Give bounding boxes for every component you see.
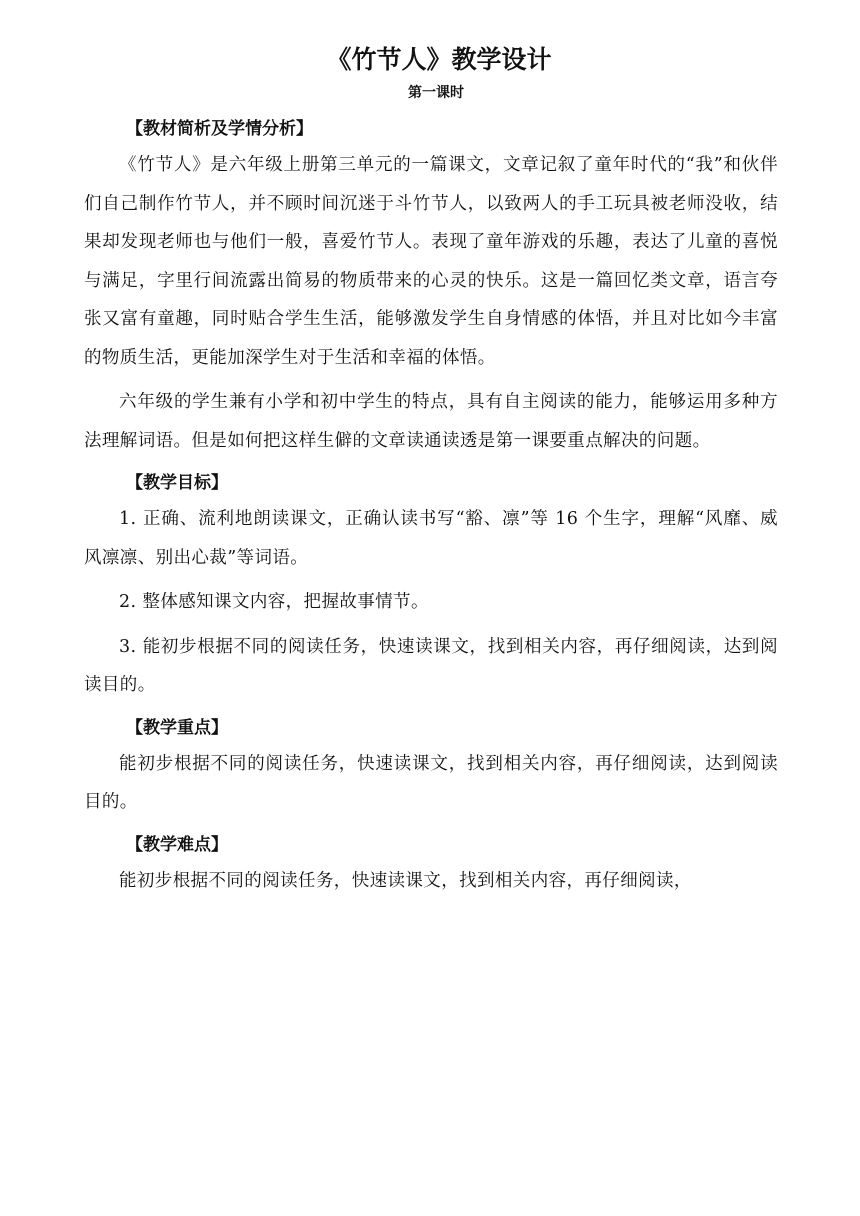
document-subtitle: 第一课时 — [408, 85, 464, 101]
section-heading-analysis: 【教材简析及学情分析】 — [126, 119, 313, 139]
paragraph-goal-2: 2. 整体感知课文内容，把握故事情节。 — [119, 592, 429, 612]
paragraph-difficulty: 能初步根据不同的阅读任务，快速读课文，找到相关内容，再仔细阅读， — [119, 870, 692, 891]
section-heading-goals: 【教学目标】 — [126, 473, 228, 493]
section-heading-difficulties: 【教学难点】 — [126, 834, 228, 855]
paragraph-key-point: 能初步根据不同的阅读任务，快速读课文，找到相关内容，再仔细阅读，达到阅读目的。 — [84, 753, 778, 812]
paragraph-analysis-2: 六年级的学生兼有小学和初中学生的特点，具有自主阅读的能力，能够运用多种方法理解词语。但是如何把这样生僻的文章读通读透是第一课要重点解决的问题。 — [84, 392, 778, 451]
paragraph-goal-3: 3. 能初步根据不同的阅读任务，快速读课文，找到相关内容，再仔细阅读，达到阅读目的。 — [84, 636, 778, 695]
paragraph-analysis-1: 《竹节人》是六年级上册第三单元的一篇课文，文章记叙了童年时代的“我”和伙伴们自己制作竹节人，并不顾时间沉迷于斗竹节人，以致两人的手工玩具被老师没收，结果却发现老师也与他们一般，喜爱竹节人。表现了童年游戏的乐趣，表达了儿童的喜悦与满足，字里行间流露出简易的物质带来的心灵的快乐。这是一篇回忆类文章，语言夸张又富有童趣，同时贴合学生生活，能够激发学生自身情感的体悟，并且对比如今丰富的物质生活，更能加深学生对于生活和幸福的体悟。 — [84, 155, 778, 368]
paragraph-goal-1: 1. 正确、流利地朗读课文，正确认读书写“豁、凛”等 16 个生字，理解“风靡、威风凛凛、别出心裁”等词语。 — [84, 509, 778, 568]
document-title: 《竹节人》教学设计 — [326, 45, 552, 74]
section-heading-key-points: 【教学重点】 — [126, 717, 228, 738]
